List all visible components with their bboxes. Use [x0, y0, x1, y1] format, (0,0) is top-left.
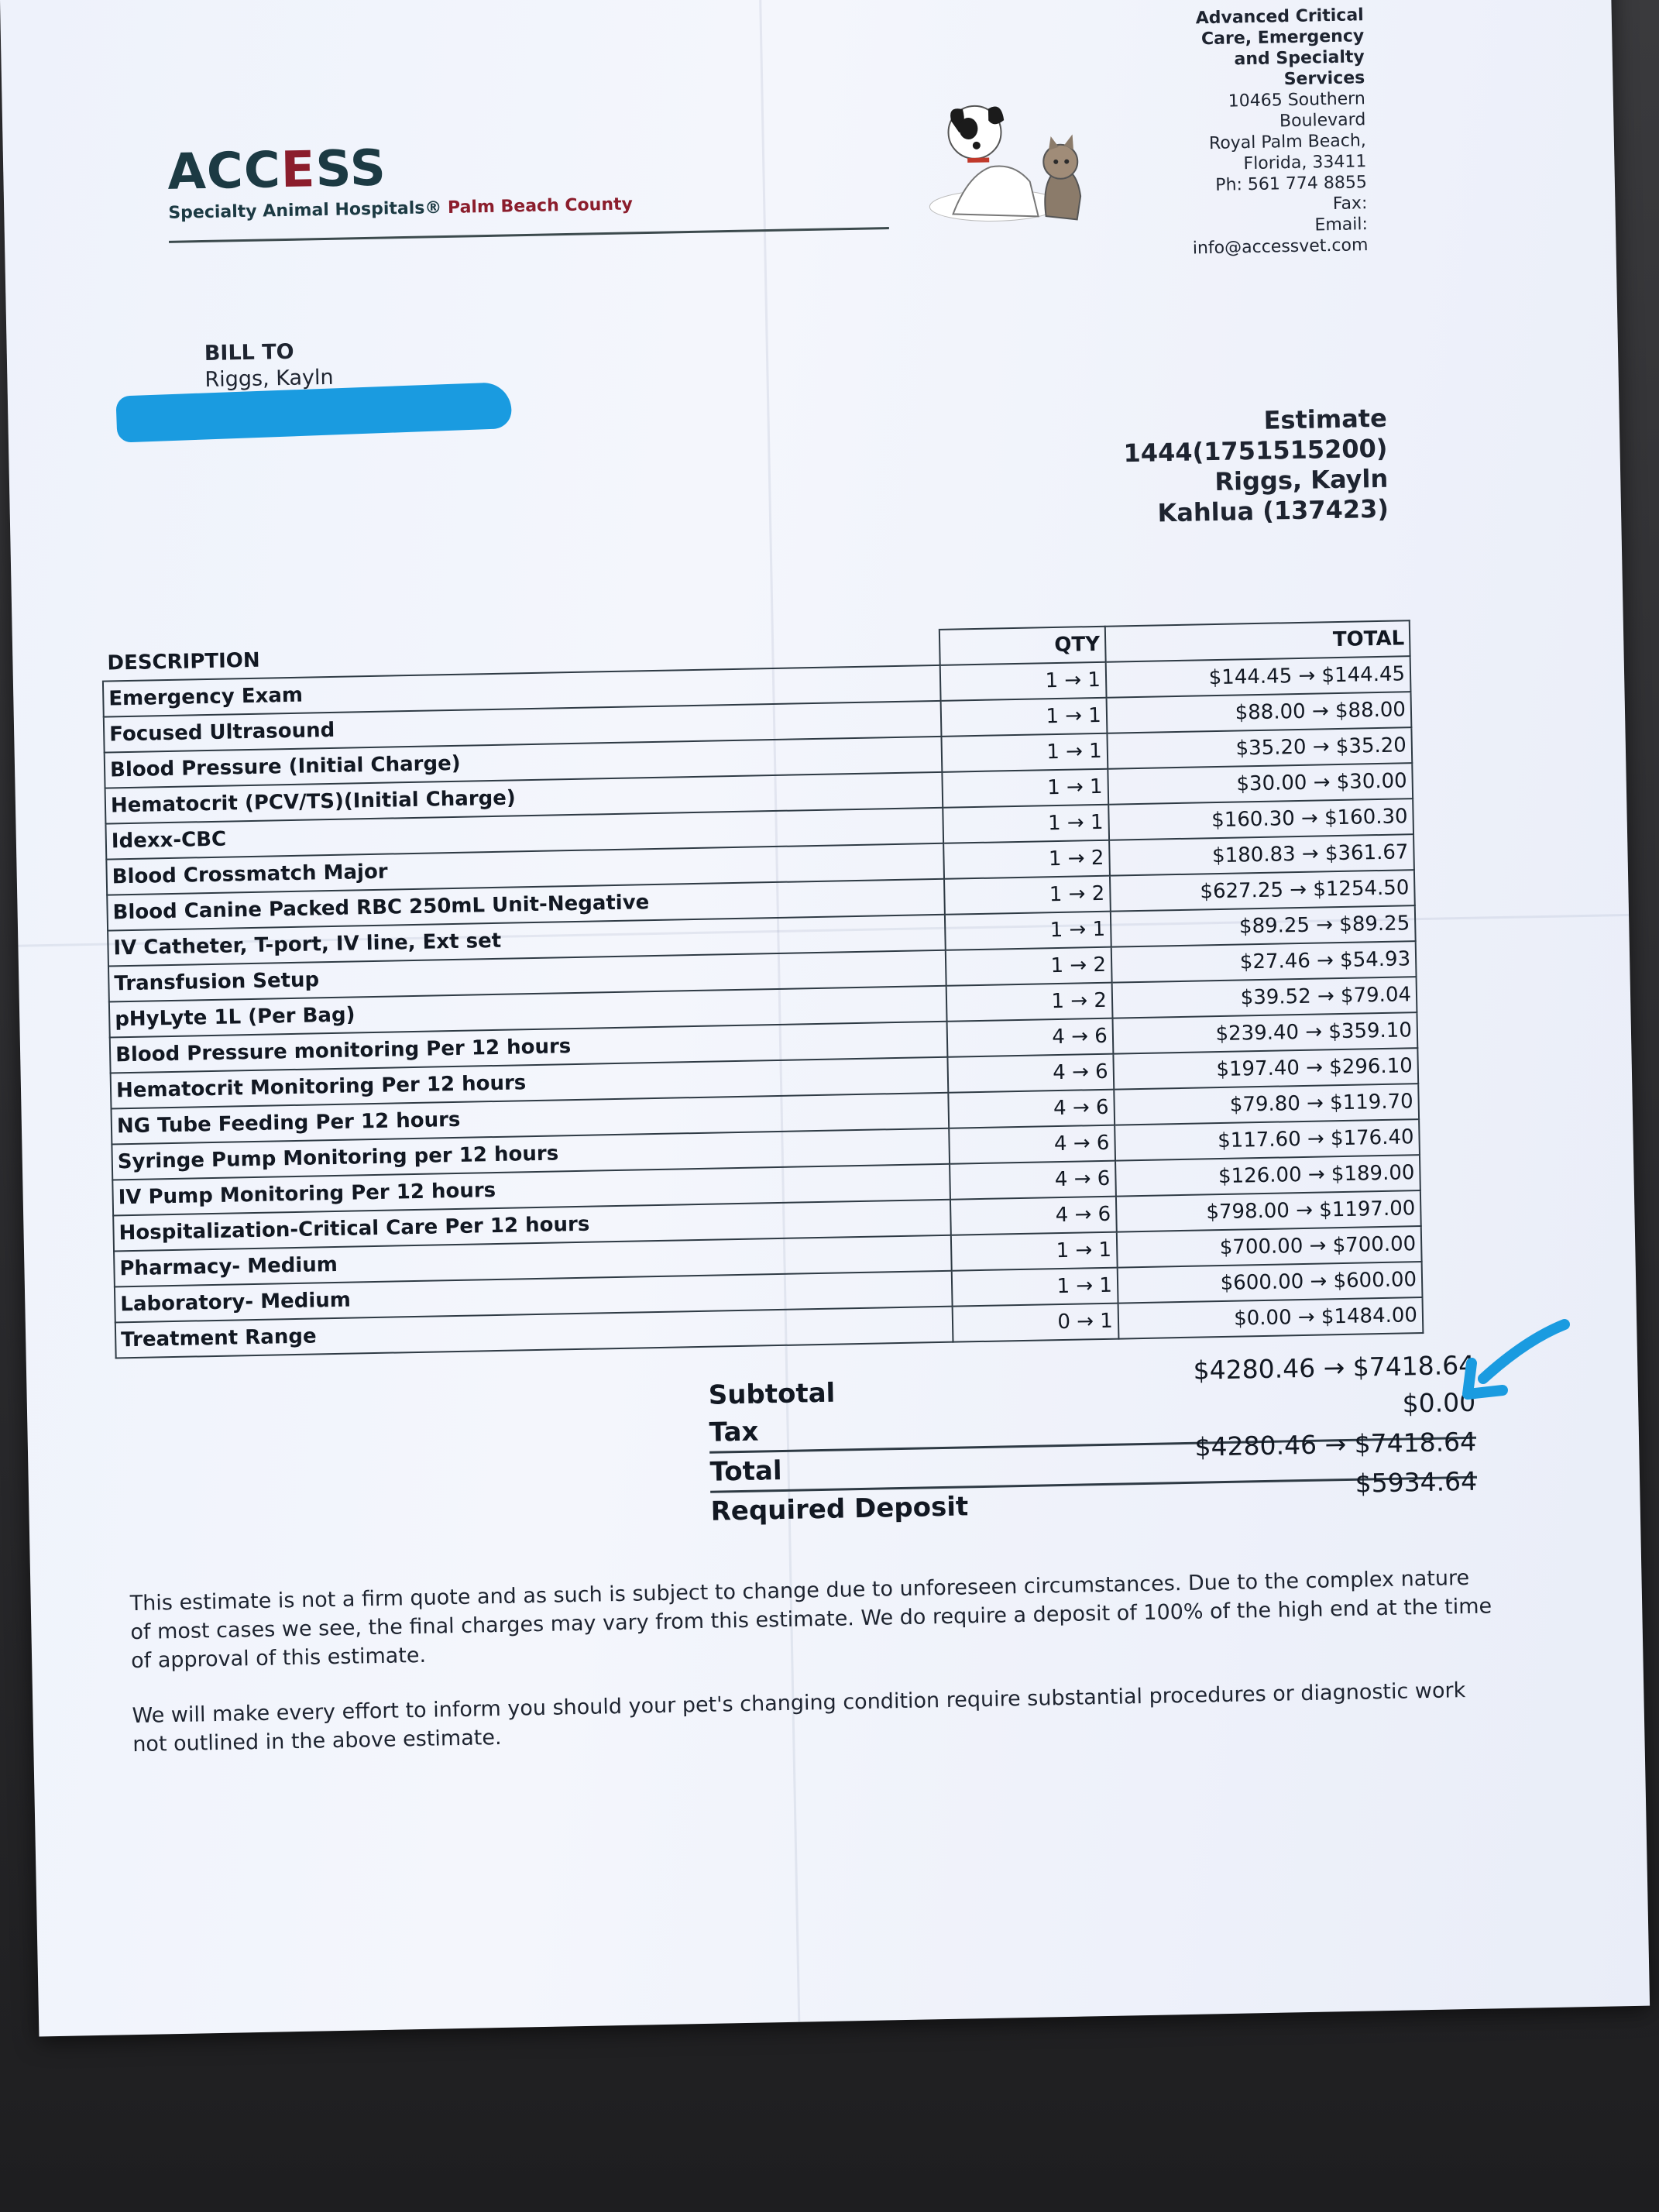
row-total: $180.83 → $361.67: [1109, 834, 1414, 876]
row-total: $126.00 → $189.00: [1115, 1155, 1420, 1197]
row-qty: 1 → 1: [943, 805, 1109, 843]
header-description: DESCRIPTION: [102, 630, 940, 682]
row-total: $0.00 → $1484.00: [1118, 1297, 1423, 1339]
dog-and-cat-icon: [919, 88, 1101, 238]
row-qty: 1 → 1: [951, 1232, 1117, 1271]
row-qty: 1 → 1: [952, 1268, 1118, 1307]
row-description: Idexx-CBC: [105, 808, 943, 860]
estimate-client: Riggs, Kayln: [1214, 463, 1389, 497]
clinic-email-label: Email:: [1314, 215, 1369, 235]
header-total: TOTAL: [1105, 620, 1410, 662]
row-total: $79.80 → $119.70: [1114, 1084, 1419, 1125]
row-total: $27.46 → $54.93: [1111, 941, 1417, 983]
disclaimer-text: [129, 1563, 1496, 1785]
header-divider: [169, 227, 889, 243]
row-qty: 1 → 1: [940, 662, 1106, 701]
row-qty: 0 → 1: [953, 1304, 1118, 1342]
row-description: pHyLyte 1L (Per Bag): [109, 986, 947, 1038]
tax-label: Tax: [709, 1416, 759, 1448]
row-total: $88.00 → $88.00: [1106, 692, 1411, 733]
tax-value: $0.00: [1402, 1386, 1476, 1419]
clinic-name-line-2: Care, Emergency: [1200, 26, 1365, 50]
clinic-email: info@accessvet.com: [1192, 235, 1369, 259]
redaction-scribble: [115, 382, 512, 443]
row-total: $700.00 → $700.00: [1117, 1226, 1422, 1268]
total-label: Total: [709, 1455, 782, 1488]
row-qty: 4 → 6: [950, 1161, 1115, 1200]
totals-block: [708, 1349, 1478, 1530]
access-logo: [167, 139, 633, 222]
row-qty: 4 → 6: [950, 1197, 1116, 1235]
clinic-contact-block: [1139, 5, 1368, 260]
bill-to-name: Riggs, Kayln: [204, 365, 334, 393]
header-qty: QTY: [939, 627, 1105, 665]
row-total: $35.20 → $35.20: [1107, 727, 1412, 769]
row-description: Hematocrit Monitoring Per 12 hours: [111, 1057, 949, 1109]
clinic-phone: Ph: 561 774 8855: [1215, 173, 1368, 195]
row-total: $160.30 → $160.30: [1108, 799, 1413, 840]
total-value: $4280.46 → $7418.64: [1194, 1426, 1477, 1462]
row-total: $144.45 → $144.45: [1105, 656, 1410, 698]
row-qty: 1 → 2: [946, 947, 1111, 986]
row-total: $117.60 → $176.40: [1115, 1119, 1420, 1161]
row-description: Blood Crossmatch Major: [106, 843, 944, 895]
line-items-table: [101, 620, 1424, 1358]
subtotal-label: Subtotal: [708, 1377, 836, 1411]
row-qty: 1 → 2: [944, 876, 1110, 915]
row-description: Laboratory- Medium: [115, 1271, 953, 1323]
row-description: NG Tube Feeding Per 12 hours: [112, 1093, 950, 1145]
clinic-fax: Fax:: [1332, 194, 1368, 215]
disclaimer-paragraph-1: This estimate is not a firm quote and as such is subject to change due to unforeseen circumstances. Due to the complex nature of most cases we see, the final charges may vary from this estimate. We do require a deposit of 100% of the high end at the time of approval of this estimate.: [129, 1565, 1492, 1674]
row-total: $30.00 → $30.00: [1108, 763, 1413, 805]
row-qty: 4 → 6: [947, 1018, 1113, 1057]
row-description: Syringe Pump Monitoring per 12 hours: [112, 1128, 950, 1180]
clinic-address-line-1: 10465 Southern: [1228, 89, 1366, 112]
clinic-name-line-3: and Specialty: [1234, 47, 1365, 70]
row-total: $627.25 → $1254.50: [1110, 870, 1415, 912]
row-qty: 1 → 1: [942, 733, 1108, 772]
row-qty: 1 → 1: [945, 912, 1111, 950]
row-description: Focused Ultrasound: [104, 701, 942, 753]
row-description: Blood Pressure monitoring Per 12 hours: [110, 1022, 948, 1073]
bill-to-block: [204, 338, 333, 393]
deposit-label: Required Deposit: [710, 1491, 969, 1527]
row-total: $89.25 → $89.25: [1111, 905, 1416, 947]
estimate-number: 1444(1751515200): [1123, 433, 1388, 469]
row-description: Hospitalization-Critical Care Per 12 hours: [113, 1200, 951, 1252]
row-qty: 4 → 6: [948, 1054, 1114, 1093]
row-total: $197.40 → $296.10: [1113, 1048, 1418, 1090]
row-total: $798.00 → $1197.00: [1116, 1190, 1421, 1232]
estimate-header: [1115, 404, 1389, 530]
estimate-title: Estimate: [1263, 403, 1388, 435]
row-qty: 1 → 1: [943, 769, 1108, 808]
row-description: Emergency Exam: [103, 665, 941, 717]
clinic-address-line-3: Royal Palm Beach,: [1208, 131, 1367, 154]
clinic-address-line-4: Florida, 33411: [1243, 152, 1367, 174]
row-total: $600.00 → $600.00: [1117, 1262, 1422, 1304]
row-description: Treatment Range: [115, 1307, 953, 1358]
row-description: IV Pump Monitoring Per 12 hours: [112, 1164, 950, 1216]
logo-tagline: Specialty Animal Hospitals® Palm Beach County: [168, 194, 634, 223]
clinic-address-line-2: Boulevard: [1279, 110, 1366, 132]
row-description: Blood Canine Packed RBC 250mL Unit-Negative: [107, 879, 945, 931]
estimate-patient: Kahlua (137423): [1157, 493, 1389, 528]
row-qty: 1 → 2: [943, 840, 1109, 879]
row-qty: 4 → 6: [949, 1090, 1115, 1128]
row-description: Blood Pressure (Initial Charge): [105, 737, 943, 788]
row-total: $39.52 → $79.04: [1111, 977, 1417, 1018]
disclaimer-paragraph-2: We will make every effort to inform you should your pet's changing condition require substantial procedures or diagnostic work not outlined in the above estimate.: [132, 1678, 1466, 1757]
clinic-name-line-1: Advanced Critical: [1195, 5, 1364, 29]
clinic-name-line-4: Services: [1283, 68, 1365, 90]
row-description: IV Catheter, T-port, IV line, Ext set: [108, 915, 946, 967]
hand-drawn-arrow-icon: [1456, 1317, 1572, 1402]
row-total: $239.40 → $359.10: [1112, 1012, 1417, 1054]
row-qty: 1 → 2: [946, 983, 1112, 1022]
deposit-value: $5934.64: [1355, 1465, 1478, 1499]
logo-wordmark: ACCESS: [167, 139, 387, 201]
row-description: Transfusion Setup: [108, 950, 946, 1002]
row-qty: 1 → 1: [941, 698, 1107, 737]
bill-to-label: BILL TO: [204, 339, 294, 366]
row-description: Hematocrit (PCV/TS)(Initial Charge): [105, 772, 943, 824]
subtotal-value: $4280.46 → $7418.64: [1193, 1349, 1475, 1386]
row-description: Pharmacy- Medium: [114, 1235, 952, 1287]
row-qty: 4 → 6: [949, 1125, 1115, 1164]
